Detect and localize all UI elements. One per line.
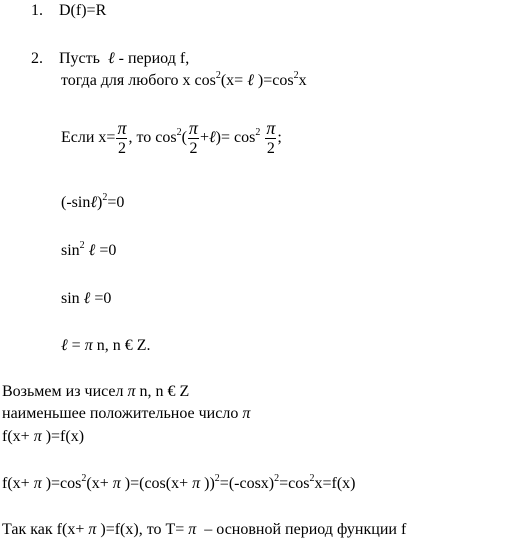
- list-item-2: [31, 50, 189, 68]
- text: (-sin: [61, 194, 91, 211]
- exponent: 2: [293, 69, 299, 81]
- text: x=f(x): [314, 475, 356, 492]
- text: наименьшее положительное число: [2, 405, 239, 422]
- text: ;: [277, 129, 282, 147]
- exponent: 2: [176, 126, 182, 138]
- equation-step-4: [61, 337, 151, 355]
- text: (x+: [86, 475, 109, 492]
- ell-symbol: ℓ: [61, 337, 68, 354]
- conclusion-line-5: [2, 521, 406, 539]
- pi-symbol: π: [127, 383, 136, 400]
- denominator: 2: [117, 140, 126, 157]
- text: Так как f(x+: [2, 521, 85, 538]
- ell-symbol: ℓ: [90, 194, 97, 211]
- ell-symbol: ℓ: [83, 290, 91, 307]
- fraction-pi-over-2: [265, 118, 276, 159]
- text: n, n € Z.: [96, 337, 151, 354]
- exponent: 2: [255, 126, 261, 138]
- text: , то cos: [128, 129, 177, 147]
- exponent: 2: [81, 472, 87, 484]
- exponent: 2: [214, 472, 220, 484]
- exponent: 2: [102, 191, 108, 203]
- conclusion-line-3: [2, 428, 84, 446]
- text: )=(cos(x+: [124, 475, 189, 492]
- text: =0: [99, 242, 117, 259]
- text: =(-cosx): [219, 475, 275, 492]
- text: )): [204, 475, 215, 492]
- text: (: [181, 129, 187, 147]
- exponent: 2: [309, 472, 315, 484]
- text: )=cos: [45, 475, 82, 492]
- conclusion-line-1: [2, 383, 189, 401]
- text: =: [71, 337, 81, 354]
- text: f(x+: [2, 475, 30, 492]
- pi-symbol: π: [242, 405, 251, 422]
- text: (x=: [220, 72, 244, 89]
- item-number: 2.: [31, 50, 43, 67]
- pi-symbol: π: [33, 475, 42, 492]
- text: +: [199, 129, 209, 147]
- exponent: 2: [215, 69, 221, 81]
- text: )=f(x), то T=: [100, 521, 185, 538]
- text: sin: [61, 290, 80, 307]
- pi-symbol: π: [192, 475, 201, 492]
- equation-step-2: [61, 239, 117, 260]
- text: )=f(x): [45, 428, 85, 445]
- text: )= cos: [215, 129, 256, 147]
- text: )=cos: [257, 72, 294, 89]
- denominator: 2: [189, 140, 198, 157]
- text: x: [298, 72, 307, 89]
- conclusion-line-4: [2, 472, 356, 493]
- numerator: π: [188, 118, 198, 138]
- list-item-1: [31, 2, 106, 20]
- text: f(x+: [2, 428, 30, 445]
- pi-symbol: π: [112, 475, 121, 492]
- domain-statement: D(f)=R: [59, 2, 107, 19]
- ell-symbol: ℓ: [107, 50, 115, 67]
- pi-symbol: π: [188, 521, 197, 538]
- periodicity-assumption: [61, 69, 307, 90]
- text: sin: [61, 242, 80, 259]
- denominator: 2: [266, 140, 275, 157]
- text: =cos: [279, 475, 310, 492]
- ell-symbol: ℓ: [247, 72, 254, 89]
- equation-step-3: [61, 290, 111, 308]
- conclusion-line-2: [2, 405, 250, 423]
- numerator: π: [117, 118, 127, 138]
- text: – основной период функции f: [204, 521, 407, 538]
- text: Пусть: [59, 50, 100, 67]
- text: =0: [107, 194, 125, 211]
- text: n, n € Z: [139, 383, 190, 400]
- text: Если x=: [61, 129, 116, 147]
- equation-step-1: [61, 191, 125, 212]
- fraction-pi-over-2: [188, 118, 199, 159]
- exponent: 2: [79, 239, 85, 251]
- item-number: 1.: [31, 2, 43, 19]
- text: Возьмем из чисел: [2, 383, 124, 400]
- fraction-pi-over-2: [116, 118, 127, 159]
- substitution-line: [61, 118, 282, 159]
- text: =0: [94, 290, 112, 307]
- text: ): [97, 194, 103, 211]
- ell-symbol: ℓ: [88, 242, 96, 259]
- ell-symbol: ℓ: [208, 129, 216, 147]
- text: тогда для любого x cos: [61, 72, 216, 89]
- pi-symbol: π: [88, 521, 97, 538]
- exponent: 2: [274, 472, 280, 484]
- pi-symbol: π: [33, 428, 42, 445]
- text: - период f,: [118, 50, 190, 67]
- numerator: π: [266, 118, 276, 138]
- pi-symbol: π: [84, 337, 93, 354]
